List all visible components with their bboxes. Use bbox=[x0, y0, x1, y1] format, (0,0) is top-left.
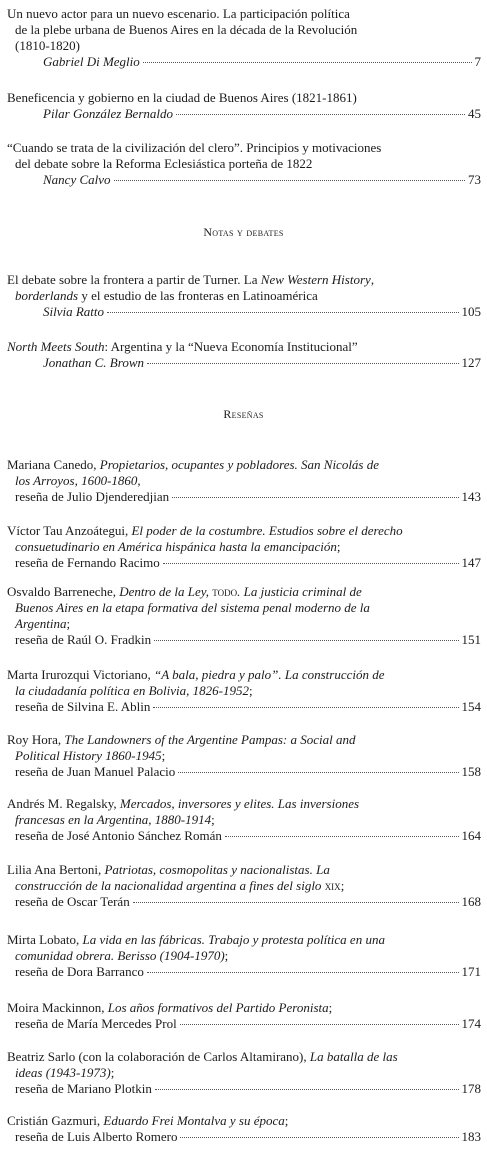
dot-leader bbox=[107, 312, 458, 313]
section-heading-notas: Notas y debates bbox=[203, 225, 284, 239]
reviewer-line bbox=[7, 764, 481, 780]
toc-entry-article bbox=[7, 6, 481, 70]
entry-author-line bbox=[7, 304, 481, 320]
entry-title: la ciudadanía política en Bolivia, 1826-1952; bbox=[15, 683, 253, 698]
toc-entry-article bbox=[7, 140, 481, 188]
reviewer: reseña de José Antonio Sánchez Román bbox=[15, 828, 222, 843]
entry-title: comunidad obrera. Berisso (1904-1970); bbox=[15, 948, 229, 963]
dot-leader bbox=[147, 363, 459, 364]
dot-leader bbox=[163, 563, 459, 564]
entry-title: del debate sobre la Reforma Eclesiástica porteña de 1822 bbox=[15, 156, 313, 171]
entry-title: Mirta Lobato, La vida en las fábricas. Trabajo y protesta política en una bbox=[7, 932, 385, 947]
reviewer-line bbox=[7, 828, 481, 844]
page-number: 158 bbox=[461, 764, 481, 779]
entry-author-line bbox=[7, 172, 481, 188]
reviewer-line bbox=[7, 964, 481, 980]
entry-title: Mariana Canedo, Propietarios, ocupantes y pobladores. San Nicolás de bbox=[7, 457, 380, 472]
page-number: 154 bbox=[461, 699, 481, 714]
page-number: 7 bbox=[474, 54, 481, 69]
toc-entry-nota bbox=[7, 272, 481, 320]
toc-entry-resena bbox=[7, 796, 481, 844]
reviewer-line bbox=[7, 1016, 481, 1032]
reviewer-line bbox=[7, 632, 481, 648]
reviewer: reseña de María Mercedes Prol bbox=[15, 1016, 177, 1031]
toc-entry-article bbox=[7, 90, 481, 122]
entry-title: Cristián Gazmuri, Eduardo Frei Montalva y su época; bbox=[7, 1113, 289, 1128]
page-number: 45 bbox=[468, 106, 481, 121]
reviewer: reseña de Silvina E. Ablin bbox=[15, 699, 151, 714]
entry-author-line bbox=[7, 106, 481, 122]
entry-title: Lilia Ana Bertoni, Patriotas, cosmopolitas y nacionalistas. La bbox=[7, 862, 330, 877]
entry-title: Beatriz Sarlo (con la colaboración de Carlos Altamirano), La batalla de las bbox=[7, 1049, 398, 1064]
page-number: 171 bbox=[461, 964, 481, 979]
reviewer-line bbox=[7, 555, 481, 571]
page-number: 127 bbox=[461, 355, 481, 370]
dot-leader bbox=[114, 180, 465, 181]
toc-entry-resena bbox=[7, 1000, 481, 1032]
entry-title: francesas en la Argentina, 1880-1914; bbox=[15, 812, 215, 827]
dot-leader bbox=[176, 114, 465, 115]
entry-title: North Meets South: Argentina y la “Nueva Economía Institucional” bbox=[7, 339, 358, 354]
page-number: 105 bbox=[461, 304, 481, 319]
entry-title: Moira Mackinnon, Los años formativos del Partido Peronista; bbox=[7, 1000, 333, 1015]
page-number: 164 bbox=[461, 828, 481, 843]
dot-leader bbox=[153, 707, 458, 708]
entry-title: borderlands y el estudio de las fronteras en Latinoamérica bbox=[15, 288, 318, 303]
reviewer: reseña de Julio Djenderedjian bbox=[15, 489, 170, 504]
dot-leader bbox=[180, 1137, 458, 1138]
entry-title: Buenos Aires en la etapa formativa del sistema penal moderno de la bbox=[15, 600, 370, 615]
reviewer-line bbox=[7, 489, 481, 505]
entry-title: Marta Irurozqui Victoriano, “A bala, piedra y palo”. La construcción de bbox=[7, 667, 385, 682]
reviewer-line bbox=[7, 699, 481, 715]
reviewer: reseña de Oscar Terán bbox=[15, 894, 130, 909]
toc-entry-resena bbox=[7, 732, 481, 780]
reviewer: reseña de Juan Manuel Palacio bbox=[15, 764, 176, 779]
entry-title: Un nuevo actor para un nuevo escenario. La participación política bbox=[7, 6, 350, 21]
dot-leader bbox=[180, 1024, 459, 1025]
entry-title: Osvaldo Barreneche, Dentro de la Ley, todo. La justicia criminal de bbox=[7, 584, 362, 599]
dot-leader bbox=[178, 772, 458, 773]
section-heading-resenas: Reseñas bbox=[223, 407, 264, 421]
toc-entry-resena bbox=[7, 457, 481, 505]
entry-author: Pilar González Bernaldo bbox=[43, 106, 173, 121]
dot-leader bbox=[143, 62, 472, 63]
page-number: 147 bbox=[461, 555, 481, 570]
reviewer-line bbox=[7, 1081, 481, 1097]
entry-author-line bbox=[7, 355, 481, 371]
entry-author: Silvia Ratto bbox=[43, 304, 105, 319]
reviewer: reseña de Raúl O. Fradkin bbox=[15, 632, 152, 647]
entry-title: Andrés M. Regalsky, Mercados, inversores y elites. Las inversiones bbox=[7, 796, 360, 811]
entry-title: “Cuando se trata de la civilización del clero”. Principios y motivaciones bbox=[7, 140, 382, 155]
dot-leader bbox=[154, 640, 458, 641]
reviewer: reseña de Luis Alberto Romero bbox=[15, 1129, 178, 1144]
entry-title: El debate sobre la frontera a partir de Turner. La New Western History, bbox=[7, 272, 375, 287]
reviewer: reseña de Fernando Racimo bbox=[15, 555, 160, 570]
toc-entry-resena bbox=[7, 667, 481, 715]
toc-entry-resena bbox=[7, 1049, 481, 1097]
entry-author: Gabriel Di Meglio bbox=[43, 54, 140, 69]
entry-title: construcción de la nacionalidad argentina a fines del siglo xix; bbox=[15, 878, 345, 893]
page-number: 143 bbox=[461, 489, 481, 504]
entry-title: Argentina; bbox=[15, 616, 71, 631]
reviewer-line bbox=[7, 1129, 481, 1145]
entry-title: de la plebe urbana de Buenos Aires en la década de la Revolución bbox=[15, 22, 358, 37]
page-number: 183 bbox=[461, 1129, 481, 1144]
page-number: 151 bbox=[461, 632, 481, 647]
reviewer: reseña de Dora Barranco bbox=[15, 964, 144, 979]
toc-entry-resena bbox=[7, 932, 481, 980]
entry-author-line bbox=[7, 54, 481, 70]
dot-leader bbox=[133, 902, 459, 903]
page-number: 73 bbox=[468, 172, 481, 187]
entry-title: Roy Hora, The Landowners of the Argentine Pampas: a Social and bbox=[7, 732, 356, 747]
page-number: 178 bbox=[461, 1081, 481, 1096]
toc-entry-resena bbox=[7, 1113, 481, 1145]
dot-leader bbox=[225, 836, 459, 837]
entry-title: los Arroyos, 1600-1860, bbox=[15, 473, 141, 488]
entry-title: consuetudinario en América hispánica hasta la emancipación; bbox=[15, 539, 341, 554]
entry-title: Beneficencia y gobierno en la ciudad de Buenos Aires (1821-1861) bbox=[7, 90, 357, 105]
entry-author: Jonathan C. Brown bbox=[43, 355, 144, 370]
entry-author: Nancy Calvo bbox=[43, 172, 111, 187]
page-number: 174 bbox=[461, 1016, 481, 1031]
dot-leader bbox=[172, 497, 458, 498]
entry-title: (1810-1820) bbox=[15, 38, 80, 53]
dot-leader bbox=[155, 1089, 459, 1090]
toc-entry-nota bbox=[7, 339, 481, 371]
dot-leader bbox=[147, 972, 459, 973]
entry-title: ideas (1943-1973); bbox=[15, 1065, 115, 1080]
toc-entry-resena bbox=[7, 523, 481, 571]
toc-entry-resena bbox=[7, 584, 481, 648]
reviewer: reseña de Mariano Plotkin bbox=[15, 1081, 152, 1096]
entry-title: Víctor Tau Anzoátegui, El poder de la costumbre. Estudios sobre el derecho bbox=[7, 523, 403, 538]
entry-title: Political History 1860-1945; bbox=[15, 748, 166, 763]
page-number: 168 bbox=[461, 894, 481, 909]
toc-entry-resena bbox=[7, 862, 481, 910]
reviewer-line bbox=[7, 894, 481, 910]
